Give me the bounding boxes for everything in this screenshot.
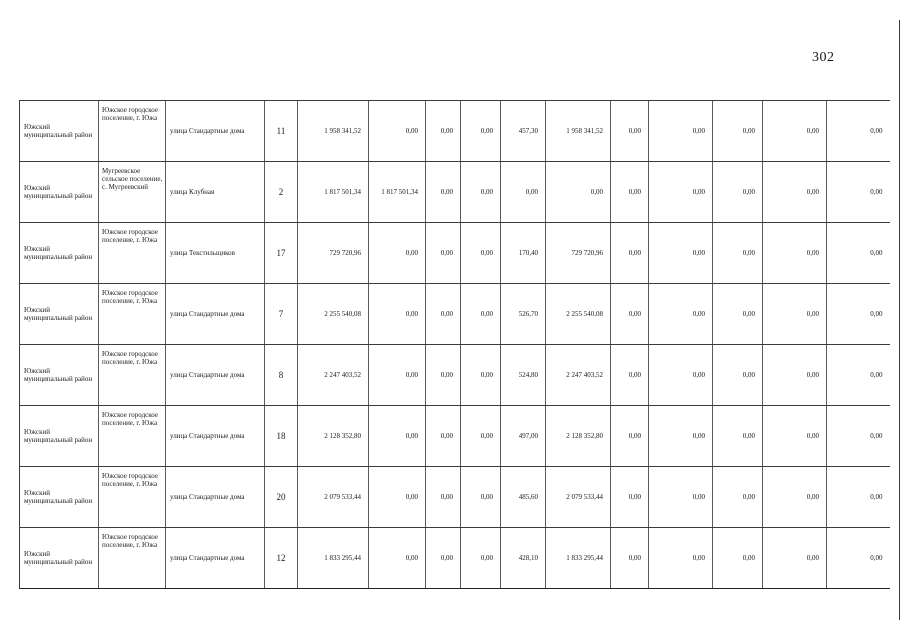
value-cell-7: 0,00 <box>611 406 649 467</box>
table-row <box>20 162 890 223</box>
value-cell-3: 0,00 <box>426 406 461 467</box>
value-cell-11: 0,00 <box>827 406 890 467</box>
value-cell-2: 0,00 <box>369 528 426 589</box>
value-cell-11: 0,00 <box>827 467 890 528</box>
table-row <box>20 223 890 284</box>
value-cell-2: 0,00 <box>369 223 426 284</box>
settlement-cell: Южское городское поселение, г. Южа <box>99 101 166 162</box>
street-cell: улица Стандартные дома <box>166 101 265 162</box>
value-cell-6: 2 128 352,80 <box>546 406 611 467</box>
area-cell: 497,00 <box>501 406 546 467</box>
area-cell: 457,30 <box>501 101 546 162</box>
value-cell-3: 0,00 <box>426 162 461 223</box>
value-cell-7: 0,00 <box>611 284 649 345</box>
value-cell-3: 0,00 <box>426 223 461 284</box>
street-cell: улица Стандартные дома <box>166 406 265 467</box>
page-edge-line <box>899 20 900 620</box>
table-row <box>20 345 890 406</box>
value-cell-6: 1 833 295,44 <box>546 528 611 589</box>
value-cell-2: 1 817 501,34 <box>369 162 426 223</box>
value-cell-9: 0,00 <box>713 284 763 345</box>
value-cell-4: 0,00 <box>461 467 501 528</box>
value-cell-10: 0,00 <box>763 101 827 162</box>
area-cell: 524,80 <box>501 345 546 406</box>
value-cell-2: 0,00 <box>369 467 426 528</box>
value-cell-10: 0,00 <box>763 284 827 345</box>
settlement-cell: Южское городское поселение, г. Южа <box>99 406 166 467</box>
value-cell-4: 0,00 <box>461 406 501 467</box>
value-cell-8: 0,00 <box>649 406 713 467</box>
area-cell: 526,70 <box>501 284 546 345</box>
district-cell: Южский муниципальный район <box>20 162 99 223</box>
value-cell-3: 0,00 <box>426 284 461 345</box>
district-cell: Южский муниципальный район <box>20 467 99 528</box>
district-cell: Южский муниципальный район <box>20 406 99 467</box>
total-cost-cell: 2 255 540,08 <box>298 284 369 345</box>
value-cell-8: 0,00 <box>649 528 713 589</box>
street-cell: улица Стандартные дома <box>166 467 265 528</box>
settlement-cell: Южское городское поселение, г. Южа <box>99 467 166 528</box>
house-count-cell: 11 <box>265 101 298 162</box>
value-cell-7: 0,00 <box>611 101 649 162</box>
page-number: 302 <box>812 50 835 65</box>
house-count-cell: 12 <box>265 528 298 589</box>
value-cell-4: 0,00 <box>461 223 501 284</box>
house-count-cell: 7 <box>265 284 298 345</box>
value-cell-11: 0,00 <box>827 101 890 162</box>
table-row <box>20 528 890 589</box>
value-cell-8: 0,00 <box>649 162 713 223</box>
table-row <box>20 101 890 162</box>
house-count-cell: 18 <box>265 406 298 467</box>
street-cell: улица Стандартные дома <box>166 284 265 345</box>
settlement-cell: Мугреевское сельское поселение, с. Мугреевский <box>99 162 166 223</box>
value-cell-8: 0,00 <box>649 223 713 284</box>
district-cell: Южский муниципальный район <box>20 345 99 406</box>
value-cell-9: 0,00 <box>713 528 763 589</box>
district-cell: Южский муниципальный район <box>20 101 99 162</box>
value-cell-6: 0,00 <box>546 162 611 223</box>
street-cell: улица Стандартные дома <box>166 528 265 589</box>
value-cell-8: 0,00 <box>649 284 713 345</box>
street-cell: улица Стандартные дома <box>166 345 265 406</box>
value-cell-8: 0,00 <box>649 101 713 162</box>
housing-table <box>19 100 890 589</box>
value-cell-4: 0,00 <box>461 284 501 345</box>
value-cell-9: 0,00 <box>713 223 763 284</box>
district-cell: Южский муниципальный район <box>20 223 99 284</box>
table-row <box>20 467 890 528</box>
value-cell-9: 0,00 <box>713 345 763 406</box>
value-cell-10: 0,00 <box>763 406 827 467</box>
value-cell-6: 2 247 403,52 <box>546 345 611 406</box>
house-count-cell: 2 <box>265 162 298 223</box>
value-cell-10: 0,00 <box>763 528 827 589</box>
settlement-cell: Южское городское поселение, г. Южа <box>99 284 166 345</box>
value-cell-11: 0,00 <box>827 162 890 223</box>
value-cell-4: 0,00 <box>461 162 501 223</box>
value-cell-10: 0,00 <box>763 162 827 223</box>
value-cell-6: 2 255 540,08 <box>546 284 611 345</box>
street-cell: улица Текстильщиков <box>166 223 265 284</box>
value-cell-7: 0,00 <box>611 467 649 528</box>
value-cell-4: 0,00 <box>461 345 501 406</box>
value-cell-11: 0,00 <box>827 284 890 345</box>
value-cell-2: 0,00 <box>369 284 426 345</box>
district-cell: Южский муниципальный район <box>20 528 99 589</box>
value-cell-3: 0,00 <box>426 101 461 162</box>
value-cell-7: 0,00 <box>611 162 649 223</box>
value-cell-11: 0,00 <box>827 223 890 284</box>
value-cell-9: 0,00 <box>713 467 763 528</box>
total-cost-cell: 2 079 533,44 <box>298 467 369 528</box>
value-cell-6: 1 958 341,52 <box>546 101 611 162</box>
total-cost-cell: 729 720,96 <box>298 223 369 284</box>
value-cell-6: 729 720,96 <box>546 223 611 284</box>
total-cost-cell: 1 817 501,34 <box>298 162 369 223</box>
street-cell: улица Клубная <box>166 162 265 223</box>
value-cell-9: 0,00 <box>713 162 763 223</box>
value-cell-9: 0,00 <box>713 406 763 467</box>
value-cell-3: 0,00 <box>426 345 461 406</box>
area-cell: 485,60 <box>501 467 546 528</box>
total-cost-cell: 1 958 341,52 <box>298 101 369 162</box>
value-cell-10: 0,00 <box>763 467 827 528</box>
value-cell-8: 0,00 <box>649 345 713 406</box>
value-cell-10: 0,00 <box>763 223 827 284</box>
table-body <box>20 101 890 589</box>
value-cell-7: 0,00 <box>611 528 649 589</box>
value-cell-7: 0,00 <box>611 345 649 406</box>
value-cell-2: 0,00 <box>369 101 426 162</box>
district-cell: Южский муниципальный район <box>20 284 99 345</box>
table-row <box>20 406 890 467</box>
value-cell-3: 0,00 <box>426 467 461 528</box>
house-count-cell: 17 <box>265 223 298 284</box>
area-cell: 0,00 <box>501 162 546 223</box>
value-cell-4: 0,00 <box>461 101 501 162</box>
value-cell-2: 0,00 <box>369 406 426 467</box>
total-cost-cell: 2 128 352,80 <box>298 406 369 467</box>
value-cell-10: 0,00 <box>763 345 827 406</box>
total-cost-cell: 1 833 295,44 <box>298 528 369 589</box>
settlement-cell: Южское городское поселение, г. Южа <box>99 345 166 406</box>
area-cell: 428,10 <box>501 528 546 589</box>
total-cost-cell: 2 247 403,52 <box>298 345 369 406</box>
value-cell-9: 0,00 <box>713 101 763 162</box>
value-cell-3: 0,00 <box>426 528 461 589</box>
value-cell-2: 0,00 <box>369 345 426 406</box>
value-cell-6: 2 079 533,44 <box>546 467 611 528</box>
table-row <box>20 284 890 345</box>
value-cell-11: 0,00 <box>827 528 890 589</box>
settlement-cell: Южское городское поселение, г. Южа <box>99 223 166 284</box>
value-cell-7: 0,00 <box>611 223 649 284</box>
value-cell-11: 0,00 <box>827 345 890 406</box>
house-count-cell: 20 <box>265 467 298 528</box>
value-cell-4: 0,00 <box>461 528 501 589</box>
house-count-cell: 8 <box>265 345 298 406</box>
settlement-cell: Южское городское поселение, г. Южа <box>99 528 166 589</box>
value-cell-8: 0,00 <box>649 467 713 528</box>
area-cell: 170,40 <box>501 223 546 284</box>
